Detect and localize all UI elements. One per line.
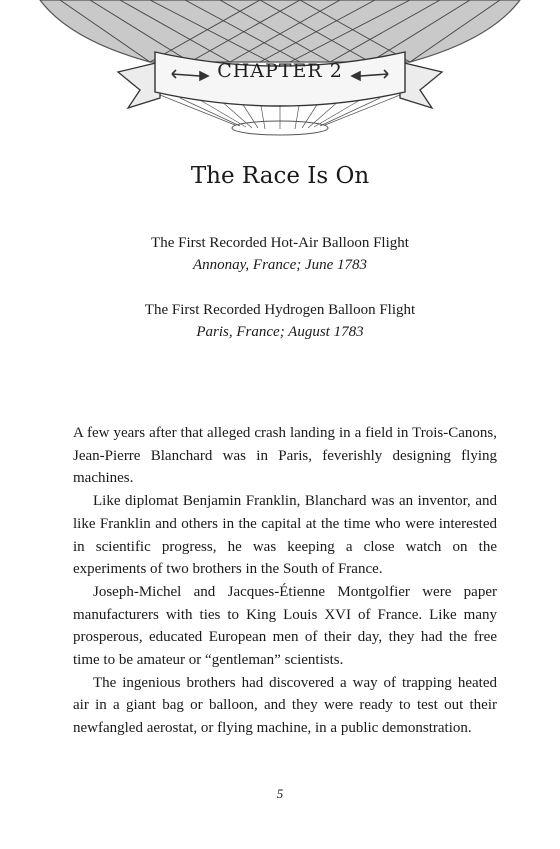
flight-place: Paris, France; August 1783 xyxy=(196,324,364,340)
paragraph: A few years after that alleged crash landing in a field in Trois-Canons, Jean-Pierre Blanchard was in Paris, feverishly designing flying machines. xyxy=(73,425,497,487)
flight-list xyxy=(0,232,560,366)
flight-name: The First Recorded Hot-Air Balloon Flight xyxy=(151,235,409,251)
chapter-body xyxy=(73,422,497,740)
flight-name: The First Recorded Hydrogen Balloon Flight xyxy=(144,302,416,318)
paragraph: Joseph-Michel and Jacques-Étienne Montgolfier were paper manufacturers with ties to King Louis XVI of France. Like many prosperous, educated European men of their day, they had the free time to be amateur or “gentleman” scientists. xyxy=(73,583,497,669)
flight-entry xyxy=(0,299,560,343)
balloon-envelope xyxy=(40,0,520,62)
page-number: 5 xyxy=(276,786,284,801)
flight-place: Annonay, France; June 1783 xyxy=(192,257,368,273)
chapter-title: The Race Is On xyxy=(190,163,370,189)
chapter-label: CHAPTER 2 xyxy=(217,60,343,82)
flight-entry xyxy=(0,232,560,276)
paragraph: The ingenious brothers had discovered a way of trapping heated air in a giant bag or balloon, and they were ready to test out their newfangled aerostat, or flying machine, in a public demonstration. xyxy=(73,674,497,737)
paragraph: Like diplomat Benjamin Franklin, Blanchard was an inventor, and like Franklin and others in the capital at the time who were interested in scientific progress, he was keeping a close watch on the experiments of two brothers in the South of France. xyxy=(73,493,497,578)
